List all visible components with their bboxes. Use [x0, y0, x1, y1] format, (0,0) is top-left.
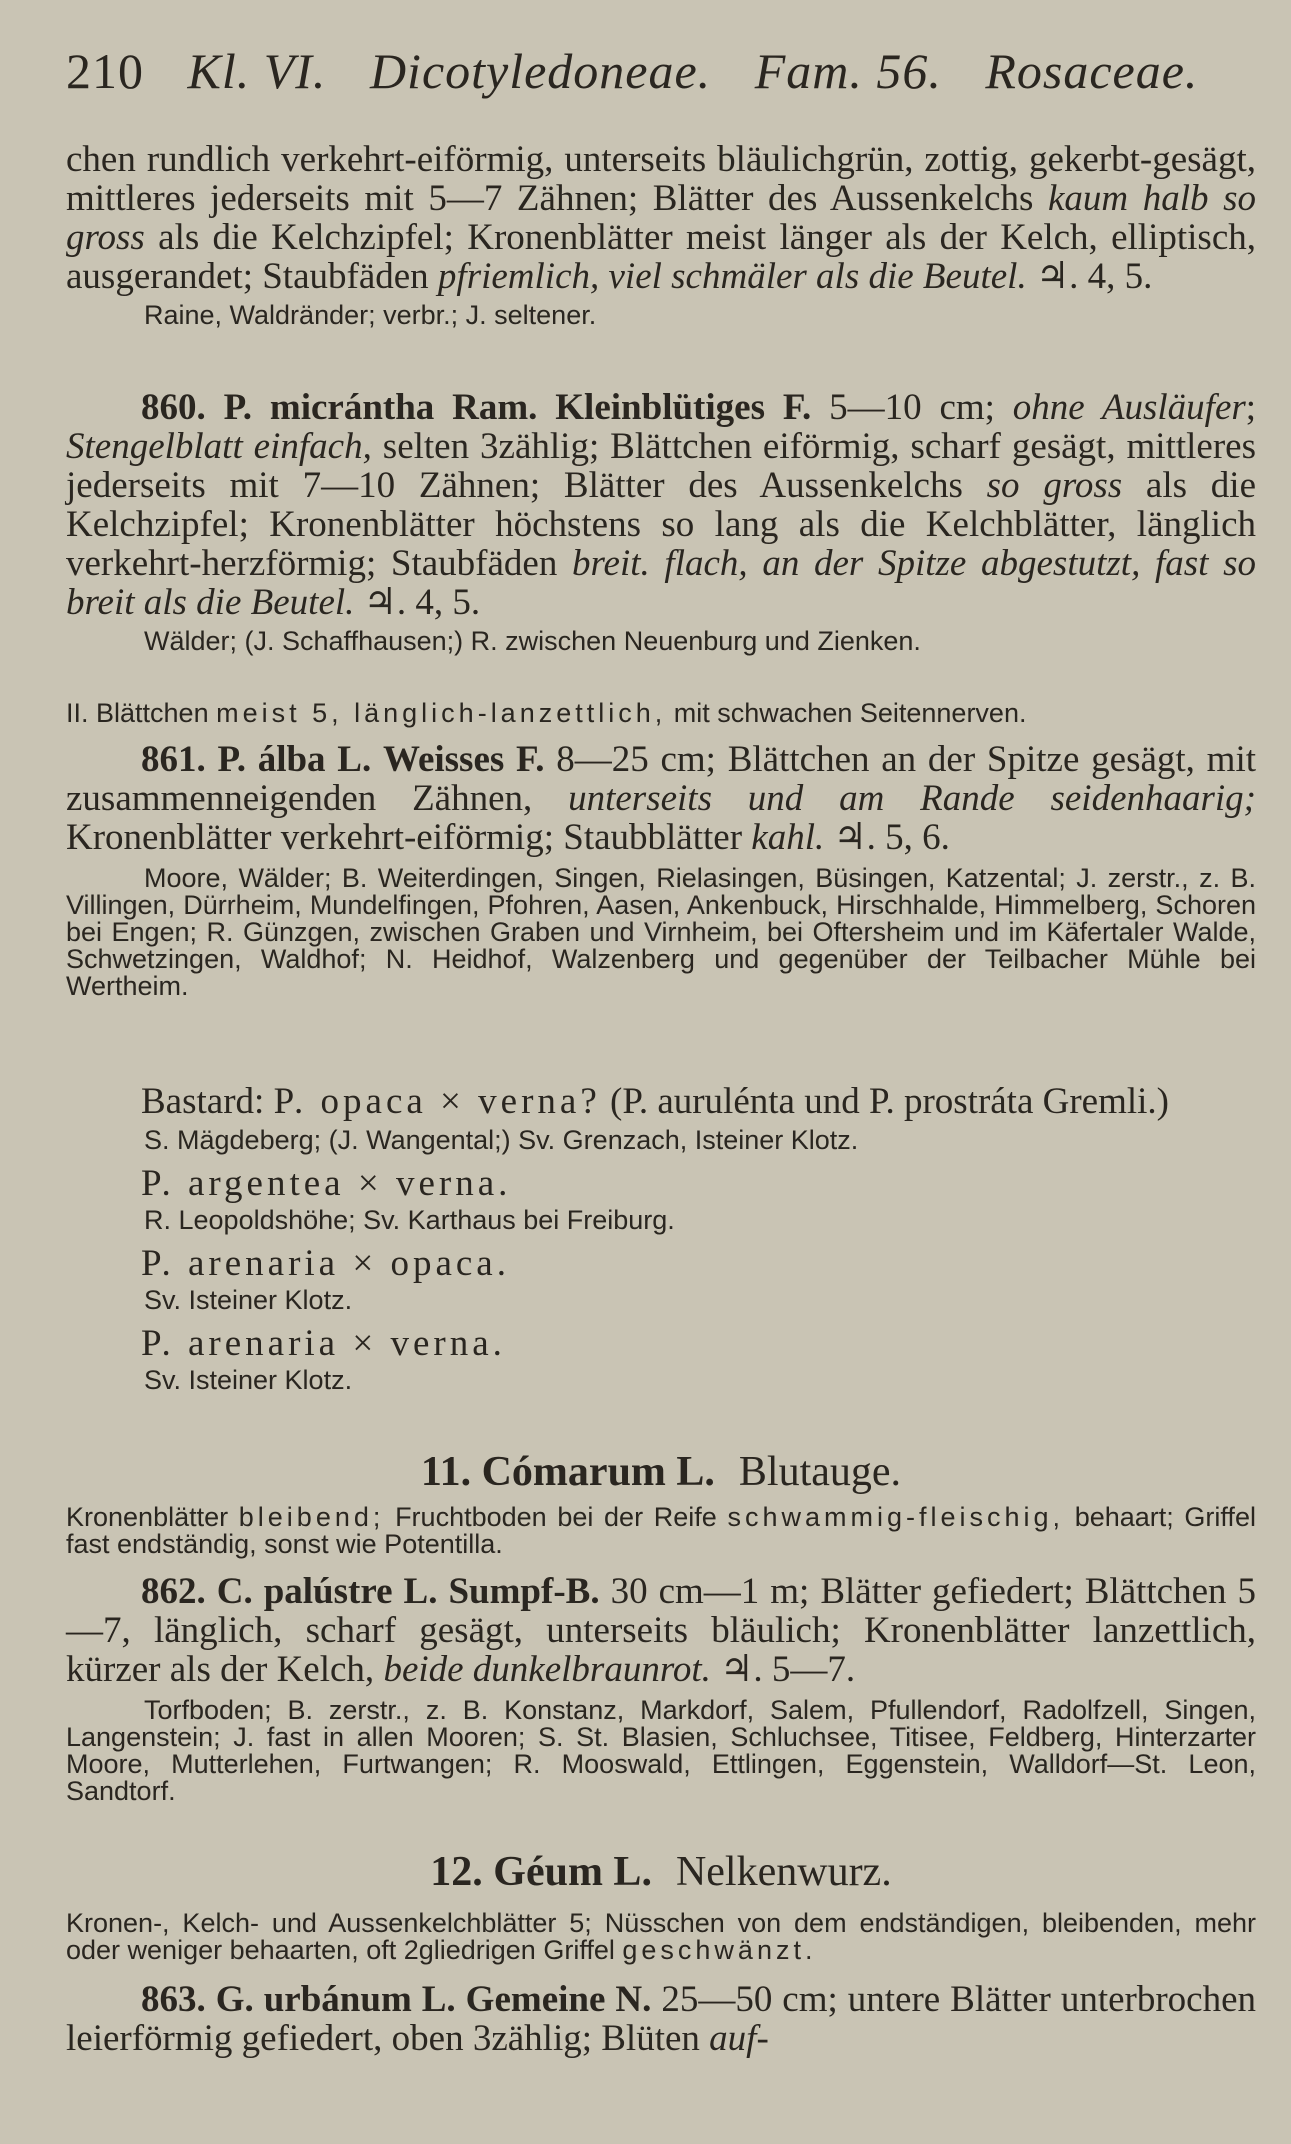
- common-name: Gemeine N.: [465, 1979, 652, 2020]
- text-run: ♃. 4, 5.: [1035, 256, 1153, 297]
- text-run: 25—50 cm; untere Blätter unterbrochen leierförmig gefiedert, oben 3zählig; Blüten: [66, 1979, 1257, 2059]
- locality: Raine, Waldränder; verbr.; J. seltener.: [144, 300, 597, 330]
- species-text: [66, 740, 1256, 857]
- genus-description-12: [66, 1910, 1256, 1964]
- text-run: ;: [1245, 387, 1257, 428]
- locality: Moore, Wälder; B. Weiterdingen, Singen, Rielasingen, Büsingen, Katzental; J. zerstr., z. B. Villingen, Dürrheim, Mundelfingen, Pfohren, Aasen, Ankenbuck, Hirschhalde, Himmelberg, Schoren bei Engen; R. Günzgen, zwischen Graben und Virnheim, bei Oftersheim und im Käfertaler Walde, Schwetzingen, Waldhof; N. Heidhof, Walzenberg und gegenüber der Teilbacher Mühle bei Wertheim.: [66, 863, 1256, 1001]
- locality: S. Mägdeberg; (J. Wangental;) Sv. Grenzach, Isteiner Klotz.: [144, 1125, 859, 1155]
- spaced-run: bleibend;: [238, 1502, 385, 1532]
- italic-run: kahl.: [751, 817, 825, 858]
- bastards: [66, 1082, 1256, 1394]
- text-run: 30 cm—1 m; Blätter gefiedert; Blättchen 5—7, länglich, scharf gesägt, unterseits bläulich; Kronenblätter lanzettlich, kürzer als der Kelch,: [66, 1571, 1257, 1690]
- genus-heading-12: [66, 1848, 1256, 1896]
- text-run: chen rundlich verkehrt-eiförmig, unterseits bläulichgrün, zottig, gekerbt-gesägt, mittleres jederseits mit 5—7 Zähnen; Blätter des Aussenkelchs: [66, 139, 1256, 219]
- text-run: Kronen-, Kelch- und Aussenkelchblätter 5; Nüsschen von dem endständigen, bleibenden, mehr oder weniger behaarten, oft 2gliedrigen Griffel: [66, 1908, 1256, 1965]
- text-run: behaart; Griffel fast endständig, sonst wie Potentilla.: [66, 1502, 1256, 1559]
- text-run: Kronenblätter: [66, 1502, 229, 1532]
- species-text: [66, 1980, 1256, 2058]
- header-subclass: Dicotyledoneae.: [369, 43, 712, 99]
- text-run: selten 3zählig; Blättchen eiförmig, scharf gesägt, mittleres jederseits mit 7—10 Zähnen; Blätter des Aussenkelchs: [66, 426, 1256, 506]
- spaced-run: schwammig-fleischig,: [727, 1502, 1065, 1532]
- running-header: [66, 42, 1199, 100]
- italic-run: Stengelblatt einfach,: [66, 426, 372, 467]
- locality: Sv. Isteiner Klotz.: [144, 1365, 353, 1395]
- common-name: Weisses F.: [383, 739, 545, 780]
- genus-common: Blutauge.: [738, 1449, 902, 1495]
- italic-run: beide dunkelbraunrot.: [383, 1649, 711, 1690]
- continued-text: [66, 140, 1256, 296]
- italic-run: auf-: [709, 2018, 769, 2059]
- text-run: (P. aurulénta und P. prostráta Gremli.): [610, 1081, 1170, 1122]
- species-862: [66, 1572, 1256, 1805]
- group-label: II. Blättchen: [66, 698, 209, 728]
- genus-title: 11. Cómarum L.: [420, 1449, 715, 1495]
- species-text: [66, 1572, 1256, 1689]
- locality: Torfboden; B. zerstr., z. B. Konstanz, Markdorf, Salem, Pfullendorf, Radolfzell, Singen, Langenstein; J. fast in allen Mooren; S. St. Blasien, Schluchsee, Titisee, Feldberg, Hinterzarter Moore, Mutterlehen, Furtwangen; R. Mooswald, Ettlingen, Eggenstein, Walldorf—St. Leon, Sandtorf.: [66, 1695, 1256, 1806]
- genus-description-11: [66, 1504, 1256, 1558]
- italic-run: unterseits und am Rande seidenhaarig;: [568, 778, 1256, 819]
- page-number: 210: [66, 43, 144, 99]
- text-run: ♃. 5, 6.: [833, 817, 950, 858]
- text-run: 8—25 cm; Blättchen an der Spitze gesägt, mit zusammenneigenden Zähnen,: [66, 739, 1257, 819]
- species-name: 861. P. álba L.: [141, 739, 372, 780]
- hybrid-name: P. opaca × verna?: [273, 1081, 601, 1122]
- continued-entry: [66, 140, 1256, 329]
- text-run: als die Kelchzipfel; Kronenblätter höchstens so lang als die Kelchblätter, länglich verkehrt-herzförmig; Staubfäden: [66, 465, 1256, 584]
- genus-common: Nelkenwurz.: [675, 1849, 892, 1895]
- italic-run: so gross: [986, 465, 1123, 506]
- species-860: [66, 388, 1256, 655]
- text-run: Fruchtboden bei der Reife: [395, 1502, 717, 1532]
- species-861: [66, 740, 1256, 1000]
- common-name: Kleinblütiges F.: [555, 387, 812, 428]
- species-name: 863. G. urbánum L.: [141, 1979, 456, 2020]
- header-family-no: Fam. 56.: [754, 43, 942, 99]
- text-run: ♃. 5—7.: [720, 1649, 856, 1690]
- hybrid-name: P. arenaria × opaca.: [141, 1243, 510, 1284]
- species-863: [66, 1980, 1256, 2058]
- text-run: 5—10 cm;: [829, 387, 995, 428]
- genus-title: 12. Géum L.: [430, 1849, 652, 1895]
- species-name: 860. P. micrántha Ram.: [141, 387, 538, 428]
- hybrid-name: P. arenaria × verna.: [141, 1323, 506, 1364]
- group-heading-2: [66, 700, 1256, 727]
- bastard-label: Bastard:: [141, 1081, 265, 1122]
- spaced-run: meist 5, länglich-lanzettlich,: [216, 698, 667, 728]
- hybrid-name: P. argentea × verna.: [141, 1163, 512, 1204]
- header-class: Kl. VI.: [187, 43, 327, 99]
- text-run: ♃. 4, 5.: [363, 582, 481, 623]
- italic-run: ohne Ausläufer: [1012, 387, 1246, 428]
- species-text: [66, 388, 1256, 622]
- genus-heading-11: [66, 1448, 1256, 1496]
- text-run: mit schwachen Seitennerven.: [673, 698, 1027, 728]
- bastard-1: [66, 1082, 1256, 1121]
- species-name: 862. C. palústre L.: [141, 1571, 438, 1612]
- common-name: Sumpf-B.: [448, 1571, 600, 1612]
- italic-run: breit. flach, an der Spitze abgestutzt, fast so breit als die Beutel.: [66, 543, 1257, 623]
- locality: Wälder; (J. Schaffhausen;) R. zwischen Neuenburg und Zienken.: [144, 626, 921, 656]
- locality: Sv. Isteiner Klotz.: [144, 1285, 353, 1315]
- italic-run: pfriemlich, viel schmäler als die Beutel.: [437, 256, 1027, 297]
- locality: R. Leopoldshöhe; Sv. Karthaus bei Freiburg.: [144, 1205, 675, 1235]
- text-run: Kronenblätter verkehrt-eiförmig; Staubblätter: [66, 817, 743, 858]
- spaced-run: geschwänzt.: [622, 1935, 817, 1965]
- header-family: Rosaceae.: [985, 43, 1199, 99]
- text-run: als die Kelchzipfel; Kronenblätter meist länger als der Kelch, elliptisch, ausgerandet; Staubfäden: [66, 217, 1257, 297]
- italic-run: kaum halb so gross: [66, 178, 1257, 258]
